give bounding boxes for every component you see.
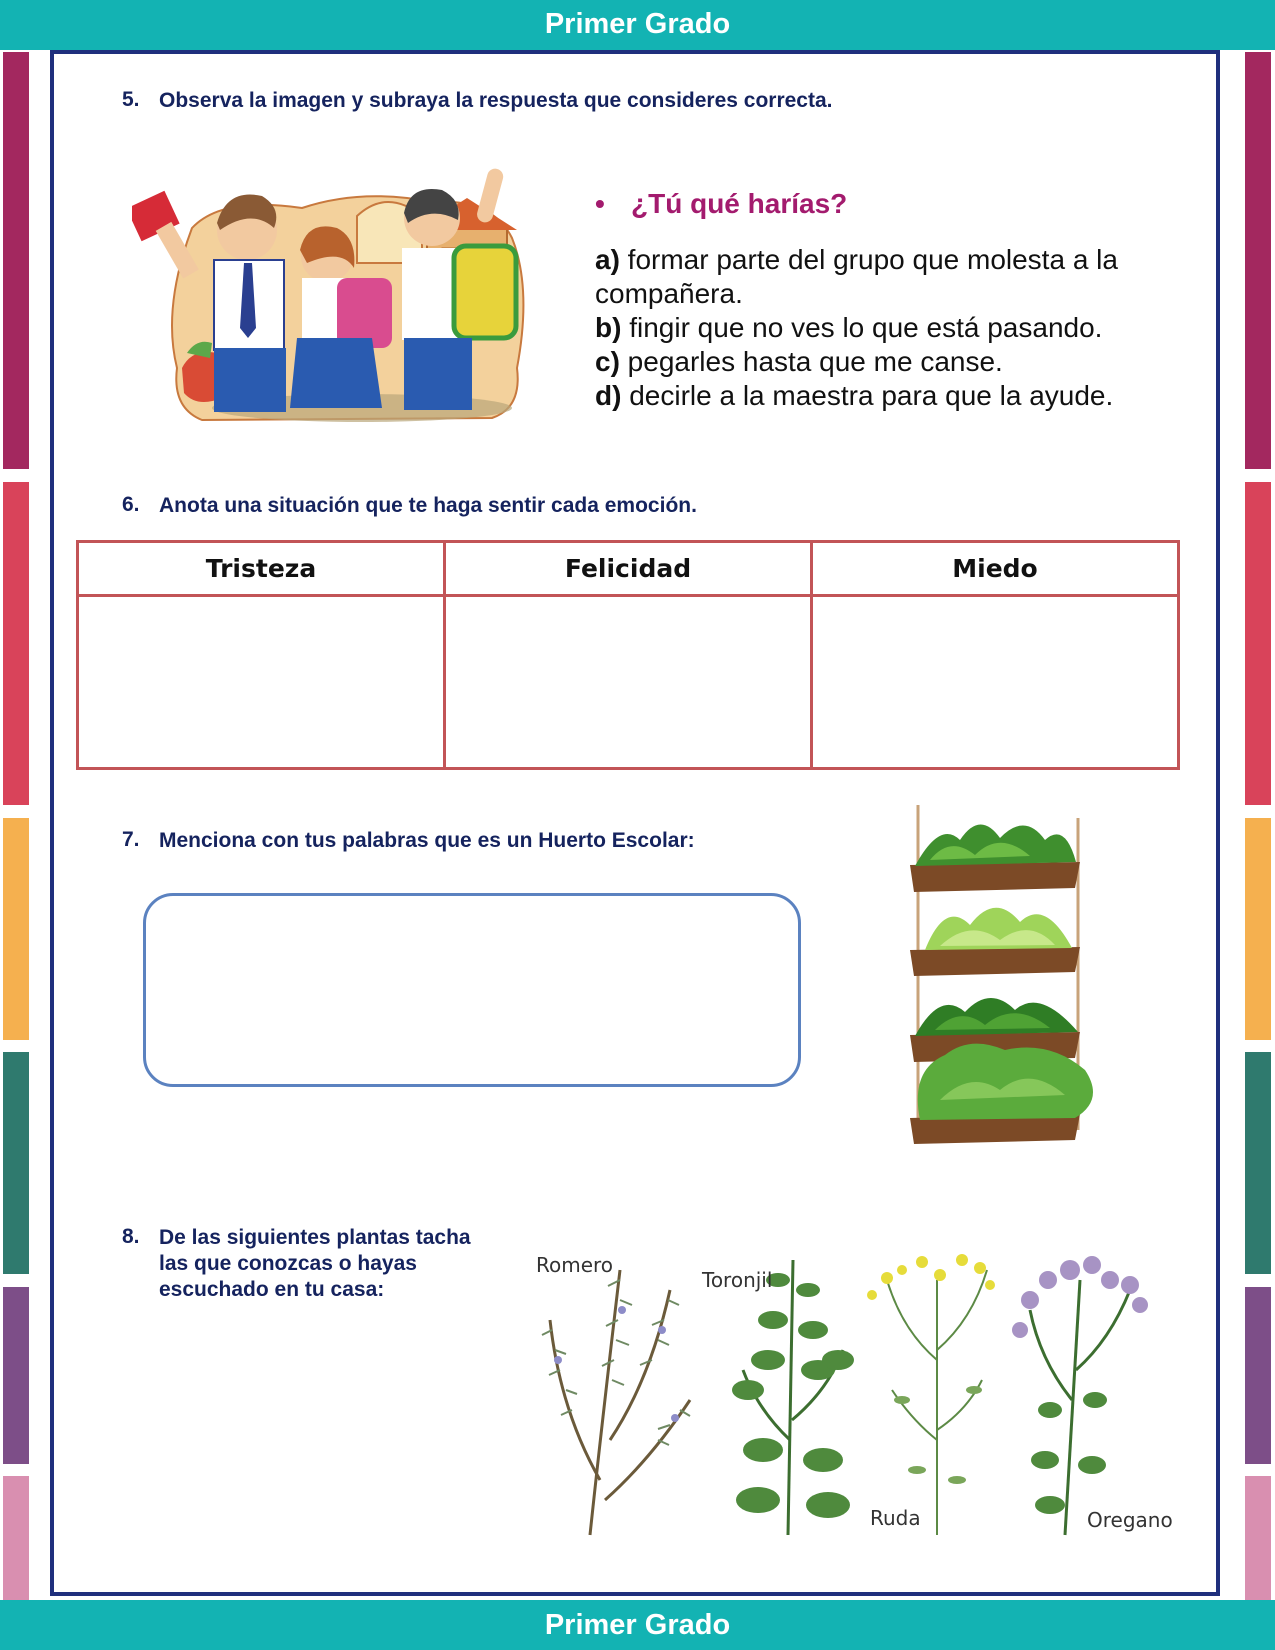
answer-cell-felicidad[interactable] [445,596,812,769]
header-band [0,0,1275,50]
answer-options [595,243,1155,413]
option-letter: a) [595,244,620,275]
question-5-text: Observa la imagen y subraya la respuesta que consideres correcta. [159,89,833,112]
question-7-text: Menciona con tus palabras que es un Huerto Escolar: [159,829,695,852]
option-letter: c) [595,346,620,377]
plant-label-ruda: Ruda [870,1506,921,1530]
rue-illustration [862,1240,1012,1540]
oregano-illustration [1010,1240,1160,1540]
column-header-miedo: Miedo [812,542,1179,596]
question-7-number: 7. [122,828,140,851]
stripe [3,818,29,1040]
vertical-garden-illustration [900,800,1110,1145]
bullying-illustration [132,168,552,434]
column-header-felicidad: Felicidad [445,542,812,596]
footer-title: Primer Grado [544,1609,731,1641]
stripe [3,52,29,469]
stripe [3,1476,29,1600]
option-letter: b) [595,312,622,343]
plant-label-toronjil: Toronjil [702,1268,773,1292]
rosemary-illustration [530,1240,700,1540]
question-6-number: 6. [122,493,140,516]
option-text: formar parte del grupo que molesta a la compañera. [595,244,1118,309]
answer-option-a[interactable] [595,243,1155,311]
stripe [1245,818,1271,1040]
question-5-number: 5. [122,88,140,111]
answer-option-c[interactable] [595,345,1155,379]
stripe [1245,52,1271,469]
header-title: Primer Grado [544,8,731,40]
answer-cell-tristeza[interactable] [78,596,445,769]
huerto-answer-box[interactable] [143,893,801,1087]
question-5-prompt-text: ¿Tú qué harías? [631,188,848,219]
footer-band [0,1600,1275,1650]
plant-label-oregano: Oregano [1087,1508,1173,1532]
stripe [3,1052,29,1274]
answer-option-b[interactable] [595,311,1155,345]
table-header-row [78,542,1179,596]
answer-cell-miedo[interactable] [812,596,1179,769]
column-header-tristeza: Tristeza [78,542,445,596]
option-text: decirle a la maestra para que la ayude. [621,380,1114,411]
stripe [1245,482,1271,805]
plant-label-romero: Romero [536,1253,614,1277]
stripe [3,482,29,805]
question-6-text: Anota una situación que te haga sentir cada emoción. [159,494,697,517]
question-8-number: 8. [122,1225,140,1248]
stripe [1245,1052,1271,1274]
option-text: pegarles hasta que me canse. [619,346,1003,377]
question-8-text: De las siguientes plantas tacha las que conozcas o hayas escuchado en tu casa: [159,1226,471,1301]
answer-option-d[interactable] [595,379,1155,413]
emotion-table [76,540,1180,770]
stripe [1245,1476,1271,1600]
option-text: fingir que no ves lo que está pasando. [621,312,1103,343]
option-letter: d) [595,380,622,411]
stripe [1245,1287,1271,1464]
bullet-icon: • [595,188,605,219]
table-row [78,596,1179,769]
stripe [3,1287,29,1464]
